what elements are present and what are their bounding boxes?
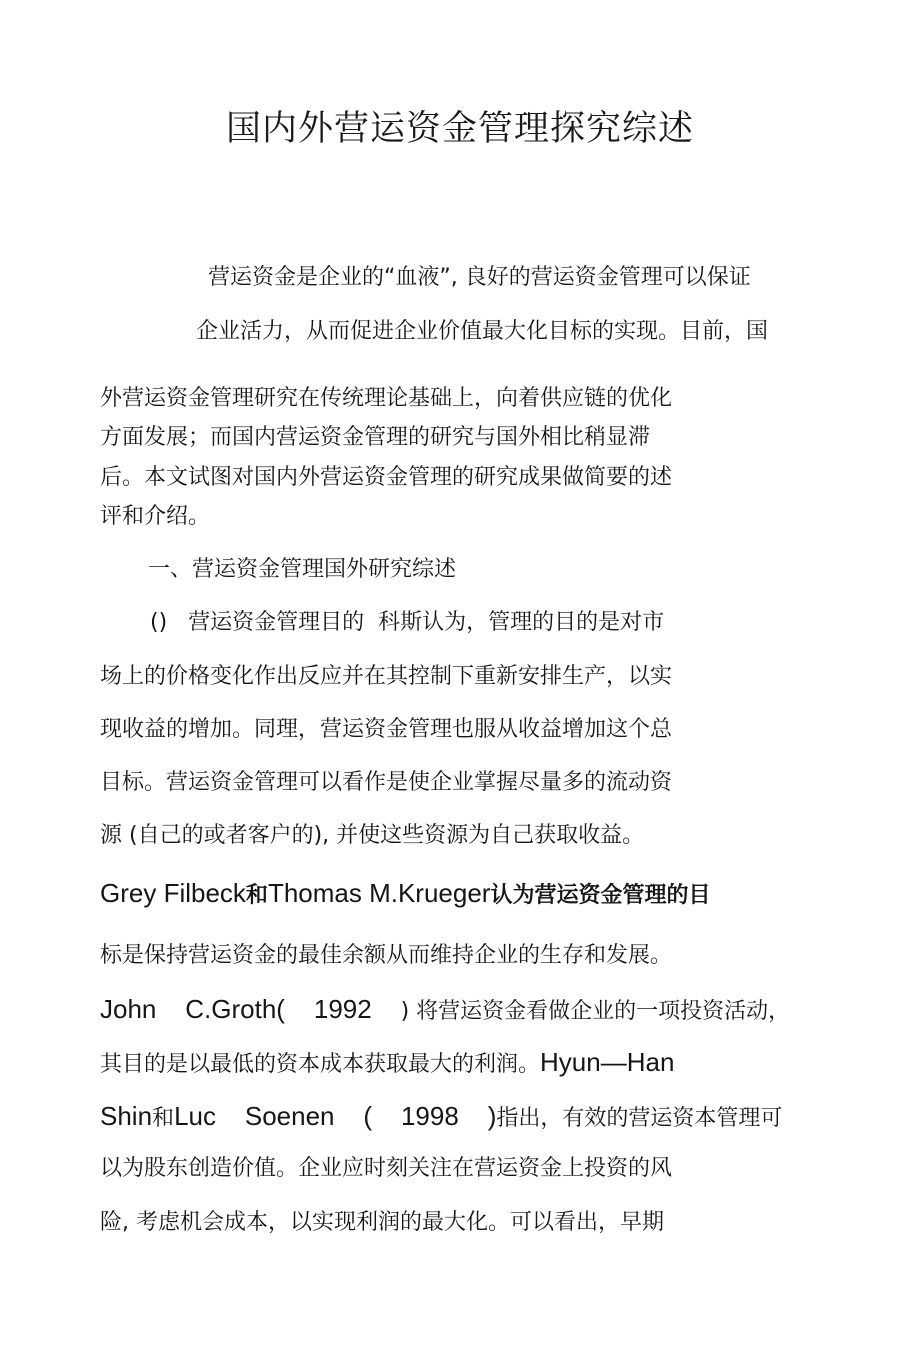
paragraph-line-hyun [100,1046,674,1081]
section-heading: 一、营运资金管理国外研究综述 [148,557,457,582]
paragraph-text: 其目的是以最低的资本成本获取最大的利润。 [100,1052,541,1077]
conjunction-text: 和 [245,883,268,908]
paragraph-text: 指出，有效的营运资本管理可 [496,1106,783,1131]
paragraph-line-10: 现收益的增加。同理，营运资金管理也服从收益增加这个总 [100,717,673,742]
paragraph-line-1: 营运资金是企业的“血液”, 良好的营运资金管理可以保证 [208,265,751,290]
paragraph-line-12: 源 (自己的或者客户的), 并使这些资源为自己获取收益。 [100,823,645,848]
document-title: 国内外营运资金管理探究综述 [225,109,694,149]
subsection-line: () 营运资金管理目的 科斯认为，管理的目的是对市 [150,610,665,635]
author-name: Luc Soenen ( 1998 ) [174,1101,497,1131]
conjunction-text: 和 [152,1106,175,1131]
author-name: Hyun—Han [540,1047,675,1077]
paragraph-line-4: 方面发展；而国内营运资金管理的研究与国外相比稍显滞 [100,425,651,450]
paragraph-line-6: 评和介绍。 [100,504,211,529]
paragraph-line-5: 后。本文试图对国内外营运资金管理的研究成果做简要的述 [100,465,673,490]
paragraph-text: ) 将营运资金看做企业的一项投资活动， [400,999,791,1024]
author-name: Grey Filbeck [100,878,246,908]
paragraph-line-tail-2: 险, 考虑机会成本，以实现利润的最大化。可以看出，早期 [100,1210,664,1235]
paragraph-line-2: 企业活力，从而促进企业价值最大化目标的实现。目前，国 [196,319,769,344]
paragraph-line-filbeck-cont: 标是保持营运资金的最佳余额从而维持企业的生存和发展。 [100,943,673,968]
paragraph-text: 认为营运资金管理的目 [490,883,711,908]
paragraph-line-filbeck [100,877,710,912]
paragraph-line-9: 场上的价格变化作出反应并在其控制下重新安排生产，以实 [100,664,673,689]
paragraph-line-shin [100,1100,782,1135]
author-name: John C.Groth( 1992 [100,994,401,1024]
paragraph-line-groth [100,993,790,1028]
paragraph-line-3: 外营运资金管理研究在传统理论基础上，向着供应链的优化 [100,386,673,411]
author-name: Shin [100,1101,153,1131]
paragraph-line-11: 目标。营运资金管理可以看作是使企业掌握尽量多的流动资 [100,770,673,795]
paragraph-line-tail-1: 以为股东创造价值。企业应时刻关注在营运资金上投资的风 [100,1156,673,1181]
author-name: Thomas M.Krueger [267,878,491,908]
